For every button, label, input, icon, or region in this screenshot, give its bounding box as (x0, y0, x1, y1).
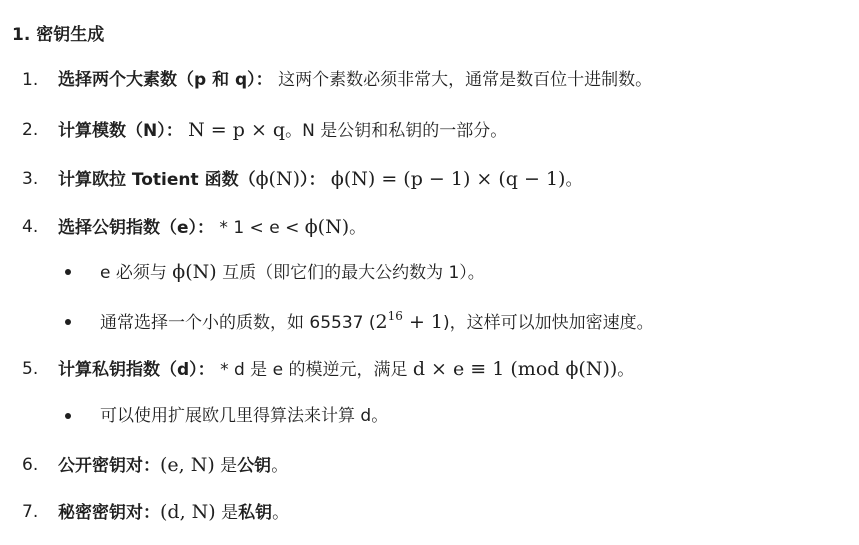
step-title: 选择公钥指数（e）： (58, 218, 215, 238)
math-formula: ϕ(N) (172, 261, 217, 283)
list-item-content (58, 498, 289, 527)
list-item-content (58, 66, 652, 94)
step-text: 。 (272, 503, 290, 523)
list-number: 4. (22, 217, 39, 237)
step-title: 计算私钥指数（d）： (58, 360, 215, 380)
step-emphasis: 公钥 (237, 456, 272, 476)
step-text-mid: 是 (215, 503, 239, 523)
list-number: 3. (22, 169, 39, 189)
bullet-icon (65, 413, 71, 419)
step-text-mid: 是 (214, 456, 238, 476)
bullet-icon (65, 319, 71, 325)
step-title: 计算模数（N）： (58, 121, 183, 141)
list-item-content (58, 116, 507, 145)
bullet-text-pre: e 必须与 (100, 263, 173, 283)
list-number: 6. (22, 455, 39, 475)
math-tail: + 1 (402, 311, 443, 333)
list-item-content (58, 451, 288, 480)
bullet-text-pre: 通常选择一个小的质数，如 65537 ( (100, 313, 376, 333)
list-item-content (58, 213, 366, 242)
step-title-post: ）： (299, 170, 326, 190)
bullet-text-post: 互质（即它们的最大公约数为 1）。 (216, 263, 485, 283)
step-title (58, 170, 325, 190)
step-title: 公开密钥对： (58, 456, 160, 476)
bullet-content (100, 258, 485, 287)
math-formula: ϕ(N) = (p − 1) × (q − 1) (330, 168, 566, 190)
step-title-pre: 计算欧拉 Totient 函数（ (58, 170, 256, 190)
math-formula: (d, N) (160, 501, 216, 523)
step-text: 。 (349, 218, 367, 238)
list-number: 7. (22, 502, 39, 522)
step-text: 。 (617, 360, 635, 380)
math-formula: (e, N) (160, 454, 215, 476)
step-emphasis: 私钥 (238, 503, 273, 523)
math-base: 2 (375, 311, 388, 333)
bullet-text-post: )，这样可以加快加密速度。 (443, 313, 654, 333)
bullet-content (100, 308, 654, 337)
step-text-pre: * d 是 e 的模逆元，满足 (214, 360, 413, 380)
list-item-content (58, 355, 634, 384)
step-title: 选择两个大素数（p 和 q）： (58, 70, 273, 90)
math-formula: N = p × q (188, 119, 286, 141)
bullet-icon (65, 269, 71, 275)
math-formula: ϕ(N) (255, 168, 300, 190)
list-item-content (58, 165, 582, 194)
list-number: 2. (22, 120, 39, 140)
math-formula: ϕ(N) (304, 216, 350, 238)
list-number: 1. (22, 70, 39, 90)
step-text: 这两个素数必须非常大，通常是数百位十进制数。 (272, 70, 653, 90)
math-formula (376, 311, 443, 333)
math-formula: d × e ≡ 1 (mod ϕ(N)) (412, 358, 618, 380)
bullet-content: 可以使用扩展欧几里得算法来计算 d。 (100, 406, 389, 426)
step-text: 。 (565, 170, 583, 190)
step-text: 。 (271, 456, 289, 476)
step-text-pre: * 1 < e < (214, 218, 305, 238)
step-title: 秘密密钥对： (58, 503, 160, 523)
math-exponent: 16 (387, 309, 403, 323)
section-heading: 1. 密钥生成 (12, 25, 105, 45)
step-text: 。N 是公钥和私钥的一部分。 (285, 121, 508, 141)
list-number: 5. (22, 359, 39, 379)
